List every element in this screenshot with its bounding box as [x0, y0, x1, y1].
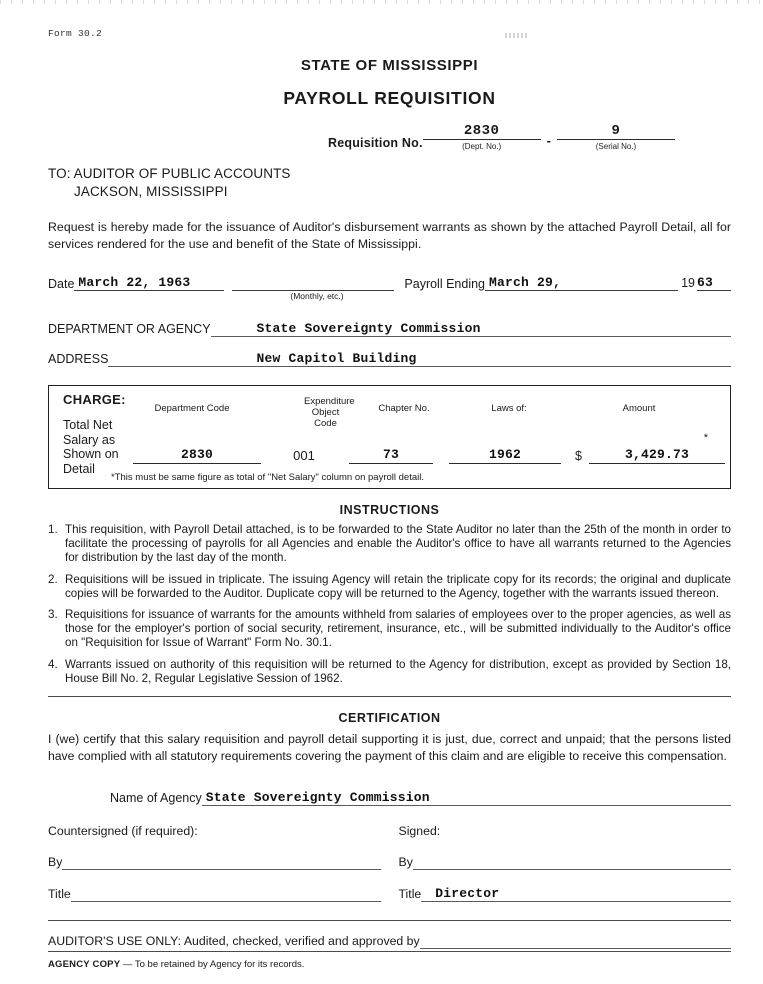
signed-by-label: By — [398, 855, 413, 870]
serial-no-field[interactable] — [557, 125, 675, 151]
frequency-field[interactable] — [232, 275, 394, 291]
instruction-number: 2. — [48, 572, 58, 586]
payroll-ending-label: Payroll Ending — [404, 277, 486, 291]
dept-no-caption: (Dept. No.) — [462, 142, 502, 151]
header-expenditure-line-2: Object Code — [311, 407, 340, 429]
date-label: Date — [48, 277, 75, 291]
frequency-caption-row — [48, 291, 731, 301]
countersigned-column — [48, 824, 381, 918]
signed-title-value: Director — [435, 886, 500, 902]
instruction-text: Warrants issued on authority of this requisition will be returned to the Agency for distribution, except as provided by Section 18, House Bill No. 2, Regular Legislative Session of 1962. — [65, 657, 731, 685]
auditor-use-label: AUDITOR'S USE ONLY: Audited, checked, verified and approved by — [48, 934, 420, 949]
header-chapter-no: Chapter No. — [378, 403, 430, 414]
charge-values-row — [49, 448, 730, 464]
dept-no-rule — [423, 139, 541, 140]
certification-heading: CERTIFICATION — [338, 711, 441, 726]
year-prefix: 19 — [681, 276, 695, 290]
charge-left-line-2: Salary as — [63, 432, 116, 447]
department-label: DEPARTMENT OR AGENCY — [48, 322, 211, 336]
page-title: PAYROLL REQUISITION — [283, 88, 496, 108]
header-amount: Amount — [622, 403, 656, 414]
title-block — [48, 57, 731, 109]
signed-label: Signed: — [398, 824, 441, 839]
serial-no-rule — [557, 139, 675, 140]
dept-no-value: 2830 — [463, 123, 500, 139]
charge-laws-of-value: 1962 — [488, 447, 522, 462]
date-row — [48, 275, 731, 301]
signed-by-row — [399, 854, 732, 870]
charge-amount-value: 3,429.73 — [624, 447, 690, 462]
requisition-separator: - — [546, 133, 551, 148]
payroll-ending-value: March 29, — [489, 275, 562, 290]
charge-laws-of-field[interactable] — [449, 447, 561, 464]
agency-name-row — [48, 790, 731, 806]
department-value: State Sovereignty Commission — [256, 321, 481, 336]
address-label: ADDRESS — [48, 352, 109, 366]
address-value: New Capitol Building — [256, 351, 417, 366]
frequency-caption: (Monthly, etc.) — [290, 291, 344, 301]
header-expenditure-object-code — [261, 396, 355, 429]
form-content — [48, 28, 731, 970]
countersigned-by-label: By — [48, 855, 63, 870]
header-laws-of: Laws of: — [491, 403, 527, 414]
addressee-line-1: TO: AUDITOR OF PUBLIC ACCOUNTS — [48, 166, 291, 181]
instruction-text: This requisition, with Payroll Detail attached, is to be forwarded to the State Auditor no later than the 25th of the month in order to facilitate the processing of payrolls for all Agencies and enable the Auditor's office to have all warrants returned to the Agencies for distribution by the last day of the month. — [65, 523, 731, 565]
serial-no-caption: (Serial No.) — [595, 142, 637, 151]
signed-column — [381, 824, 732, 918]
auditor-divider — [48, 951, 731, 952]
countersigned-title-field[interactable] — [71, 886, 381, 902]
list-item — [48, 523, 731, 566]
footer-copy-label: AGENCY COPY — [48, 959, 121, 971]
department-field[interactable] — [211, 321, 731, 337]
auditor-use-row — [48, 933, 731, 949]
footer-copy-note: — To be retained by Agency for its records. — [122, 959, 305, 971]
auditor-approved-by-field[interactable] — [420, 933, 731, 949]
charge-chapter-no-field[interactable] — [349, 447, 433, 464]
requisition-number-label: Requisition No. — [327, 136, 423, 150]
signature-grid — [48, 824, 731, 918]
date-value: March 22, 1963 — [78, 275, 191, 290]
signed-title-label: Title — [398, 887, 422, 902]
countersigned-title-label: Title — [48, 887, 71, 902]
footer-note — [48, 959, 731, 970]
instructions-heading: INSTRUCTIONS — [339, 503, 440, 517]
dept-no-field[interactable] — [423, 125, 541, 151]
charge-chapter-no-value: 73 — [382, 447, 400, 462]
countersigned-by-row — [48, 854, 381, 870]
countersigned-by-field[interactable] — [62, 854, 380, 870]
charge-department-code-value: 2830 — [180, 447, 214, 462]
form-number: Form 30.2 — [48, 28, 103, 39]
countersigned-label: Countersigned (if required): — [48, 824, 198, 839]
list-item — [48, 608, 731, 651]
list-item — [48, 658, 731, 686]
date-field[interactable] — [74, 275, 224, 291]
charge-amount-field[interactable] — [589, 447, 725, 464]
header-expenditure-line-1: Expenditure — [304, 396, 355, 407]
requisition-number-row — [48, 125, 731, 151]
amount-asterisk: * — [703, 432, 708, 444]
list-item — [48, 573, 731, 601]
agency-name-label: Name of Agency — [110, 791, 202, 806]
addressee-line-2: JACKSON, MISSISSIPPI — [74, 184, 228, 199]
signed-title-row — [399, 886, 732, 902]
charge-expenditure-object-code-value: 001 — [293, 448, 315, 463]
instructions-divider — [48, 696, 731, 697]
signed-title-field[interactable] — [421, 886, 731, 902]
charge-title: CHARGE: — [63, 392, 126, 407]
department-row — [48, 321, 731, 337]
certification-paragraph: I (we) certify that this salary requisition and payroll detail supporting it is just, due, correct and unpaid; that the persons listed have complied with all statutory requirements covering the payment of this claim and are eligible to receive this compensation. — [48, 732, 731, 763]
request-paragraph: Request is hereby made for the issuance of Auditor's disbursement warrants as shown by the attached Payroll Detail, all for services rendered for the use and benefit of the State of Mississippi. — [48, 220, 731, 251]
instructions-list — [48, 523, 731, 686]
charge-department-code-field[interactable] — [133, 447, 261, 464]
instruction-text: Requisitions will be issued in triplicate. The issuing Agency will retain the triplicate copy for its records; the original and duplicate copies will be forwarded to the Auditor. Duplicate copy will be returned to the Agency, together with the warrants issued thereon. — [65, 572, 731, 600]
signature-divider — [48, 920, 731, 921]
charge-dollar-sign: $ — [575, 449, 582, 463]
address-field[interactable] — [108, 351, 731, 367]
charge-left-label — [63, 418, 119, 476]
instruction-text: Requisitions for issuance of warrants for the amounts withheld from salaries of employees over to the proper agencies, as well as those for the employer's portion of social security, retirement, insurance, etc., will be submitted individually to the Auditor's office on "Requisition for Issue of Warrant" Form No. 30.1. — [65, 608, 731, 650]
addressee-block — [48, 165, 731, 201]
serial-no-value: 9 — [611, 123, 621, 139]
charge-box — [48, 385, 731, 489]
charge-expenditure-object-code-field[interactable] — [273, 448, 335, 464]
year-suffix: 63 — [697, 275, 714, 290]
signed-by-field[interactable] — [413, 854, 731, 870]
charge-left-line-1: Total Net — [63, 418, 113, 432]
countersigned-title-row — [48, 886, 381, 902]
instruction-number: 1. — [48, 523, 58, 536]
address-row — [48, 351, 731, 367]
state-title: STATE OF MISSISSIPPI — [300, 57, 479, 74]
charge-footnote: *This must be same figure as total of "Net Salary" column on payroll detail. — [111, 472, 424, 483]
agency-name-field[interactable] — [202, 790, 731, 806]
payroll-ending-field[interactable] — [485, 275, 678, 291]
charge-left-line-3: Shown on — [63, 447, 119, 461]
year-field[interactable] — [697, 275, 731, 291]
instruction-number: 4. — [48, 657, 58, 671]
agency-name-value: State Sovereignty Commission — [205, 790, 430, 806]
header-department-code: Department Code — [154, 403, 230, 414]
charge-left-line-4: Detail — [63, 461, 95, 476]
scan-edge-artifact — [0, 0, 763, 4]
instruction-number: 3. — [48, 608, 58, 622]
